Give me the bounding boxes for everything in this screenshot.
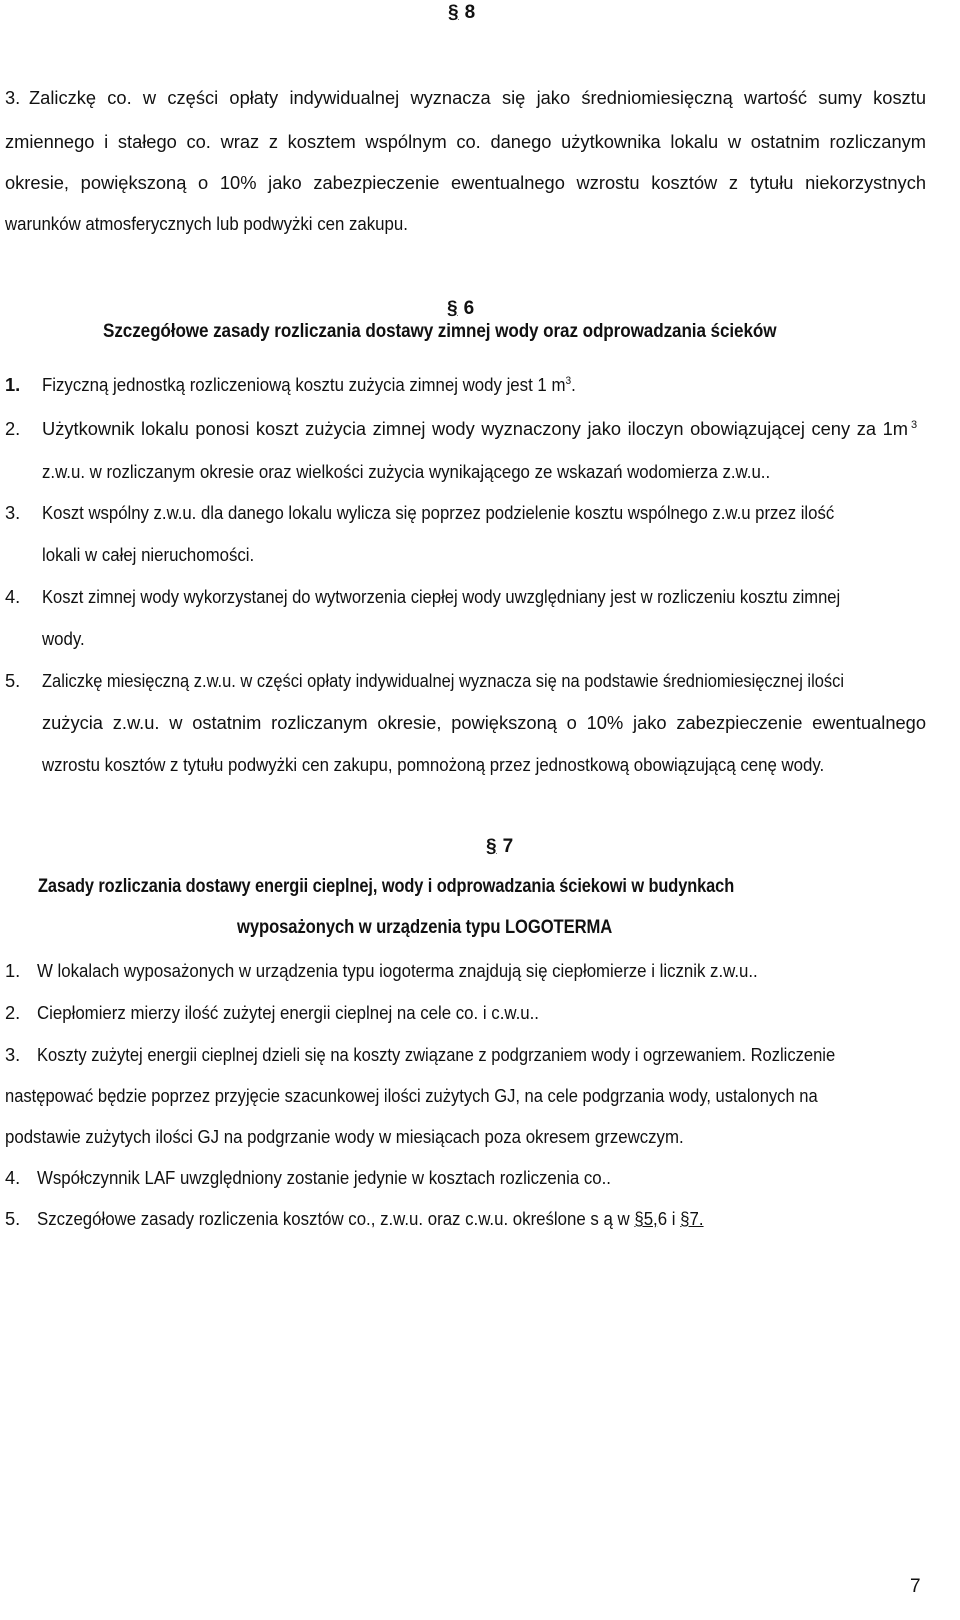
list-item-text: Szczegółowe zasady rozliczenia kosztów co., z.w.u. oraz c.w.u. określone s ą w §5,6 i §7. xyxy=(37,1208,704,1229)
section-number: 8 xyxy=(464,2,476,23)
section-8-heading xyxy=(448,2,475,24)
list-item-text: podstawie zużytych ilości GJ na podgrzanie wody w miesiącach poza okresem grzewczym. xyxy=(5,1126,684,1147)
list-item-text: lokali w całej nieruchomości. xyxy=(42,544,255,565)
paragraph-sign: § xyxy=(448,2,459,23)
list-item-text: Koszt wspólny z.w.u. dla danego lokalu wylicza się poprzez podzielenie kosztu wspólnego z.w.u przez ilość xyxy=(42,502,835,523)
list-item-text: Zaliczkę miesięczną z.w.u. w części opłaty indywidualnej wyznacza się na podstawie średniomiesięcznej ilości xyxy=(42,670,844,691)
page-number: 7 xyxy=(910,1576,921,1597)
item-number: 5. xyxy=(5,1208,21,1229)
item-number: 2. xyxy=(5,418,21,439)
paragraph-sign: § xyxy=(486,836,497,857)
item-number: 3. xyxy=(5,502,21,523)
section-7-title: Zasady rozliczania dostawy energii cieplnej, wody i odprowadzania ściekowi w budynkach xyxy=(38,876,735,897)
list-item-text: Użytkownik lokalu ponosi koszt zużycia zimnej wody wyznaczony jako iloczyn obowiązującej ceny za 1m xyxy=(42,418,908,439)
list-item-text: W lokalach wyposażonych w urządzenia typu iogoterma znajdują się ciepłomierze i licznik z.w.u.. xyxy=(37,960,758,981)
paragraph-line: Zaliczkę co. w części opłaty indywidualnej wyznacza się jako średniomiesięczną wartość sumy kosztu xyxy=(29,87,926,108)
list-item-text: Koszt zimnej wody wykorzystanej do wytworzenia ciepłej wody uwzględniany jest w rozliczeniu kosztu zimnej xyxy=(42,586,841,607)
section-6-heading xyxy=(447,298,474,320)
paragraph-line: warunków atmosferycznych lub podwyżki cen zakupu. xyxy=(5,213,408,234)
list-item-text: wody. xyxy=(42,628,85,649)
item-number: 4. xyxy=(5,586,21,607)
list-item-text: z.w.u. w rozliczanym okresie oraz wielkości zużycia wynikającego ze wskazań wodomierza z.w.u.. xyxy=(42,461,771,482)
item-number: 1. xyxy=(5,374,21,395)
item-number: 4. xyxy=(5,1167,21,1188)
paragraph-line: okresie, powiększoną o 10% jako zabezpieczenie ewentualnego wzrostu kosztów z tytułu niekorzystnych xyxy=(5,172,926,193)
document-page: § 8 3. Zaliczkę co. w części opłaty indywidualnej wyznacza się jako średniomiesięczną wartość sumy kosztu zmiennego i stałego co. wraz z kosztem wspólnym co. danego użytkownika lokalu w ostatnim rozliczanym okresie, powiększoną o 10% jako zabezpieczenie ewentualnego wzrostu kosztów z tytułu niekorzystnych warunków atmosferycznych lub podwyżki cen zakupu. § 6 Szczegółowe zasady rozliczania dostawy zimnej wody oraz odprowadzania ścieków 1. Fizyczną jednostką rozliczeniową kosztu zużycia zimnej wody jest 1 $m^3$. 2. Użytkownik lokalu ponosi koszt zużycia zimnej wody wyznaczony jako iloczyn obowiązującej ceny za 1m 3 z.w.u. w rozliczanym okresie oraz wielkości zużycia wynikającego ze wskazań wodomierza z.w.u.. 3. Koszt wspólny z.w.u. dla danego lokalu wylicza się poprzez podzielenie kosztu wspólnego z.w.u przez ilość lokali w całej nieruchomości. 4. Koszt zimnej wody wykorzystanej do wytworzenia ciepłej wody uwzględniany jest w rozliczeniu kosztu zimnej wody. 5. Zaliczkę miesięczną z.w.u. w części opłaty indywidualnej wyznacza się na podstawie średniomiesięcznej ilości zużycia z.w.u. w ostatnim rozliczanym okresie, powiększoną o 10% jako zabezpieczenie ewentualnego wzrostu kosztów z tytułu podwyżki cen zakupu, pomnożoną przez jednostkową obowiązującą cenę wody. § 7 Zasady rozliczania dostawy energii cieplnej, wody i odprowadzania ściekowi w budynkach wyposażonych w urządzenia typu LOGOTERMA 1. W lokalach wyposażonych w urządzenia typu iogoterma znajdują się ciepłomierze i licznik z.w.u.. 2. Ciepłomierz mierzy ilość zużytej energii cieplnej na cele co. i c.w.u.. 3. Koszty zużytej energii cieplnej dzieli się na koszty związane z podgrzaniem wody i ogrzewaniem. Rozliczenie następować będzie poprzez przyjęcie szacunkowej ilości zużytych GJ, na cele podgrzania wody, ustalonych na podstawie zużytych ilości GJ na podgrzanie wody w miesiącach poza okresem grzewczym. 4. Współczynnik LAF uwzględniony zostanie jedynie w kosztach rozliczenia co.. 5. Szczegółowe zasady rozliczenia kosztów co., z.w.u. oraz c.w.u. określone s ą w §5,6 i §7. 7 xyxy=(5,2,926,1597)
list-item-text: Fizyczną jednostką rozliczeniową kosztu zużycia zimnej wody jest 1 $m^3$. xyxy=(42,374,576,395)
list-item-text: Koszty zużytej energii cieplnej dzieli się na koszty związane z podgrzaniem wody i ogrzewaniem. Rozliczenie xyxy=(37,1044,836,1065)
section-7-heading xyxy=(486,836,513,858)
item-number: 2. xyxy=(5,1002,21,1023)
list-item-text: zużycia z.w.u. w ostatnim rozliczanym okresie, powiększoną o 10% jako zabezpieczenie ewentualnego xyxy=(42,712,926,733)
list-item-text: Współczynnik LAF uwzględniony zostanie jedynie w kosztach rozliczenia co.. xyxy=(37,1167,611,1188)
list-item-text: wzrostu kosztów z tytułu podwyżki cen zakupu, pomnożoną przez jednostkową obowiązującą cenę wody. xyxy=(42,754,825,775)
list-item-text: następować będzie poprzez przyjęcie szacunkowej ilości zużytych GJ, na cele podgrzania wody, ustalonych na xyxy=(5,1085,818,1106)
section-number: 7 xyxy=(502,836,514,857)
section-6-title: Szczegółowe zasady rozliczania dostawy zimnej wody oraz odprowadzania ścieków xyxy=(103,321,777,342)
section-reference: §7. xyxy=(680,1208,704,1229)
item-number: 5. xyxy=(5,670,21,691)
paragraph-line: zmiennego i stałego co. wraz z kosztem wspólnym co. danego użytkownika lokalu w ostatnim rozliczanym xyxy=(5,131,926,152)
item-number: 3. xyxy=(5,1044,21,1065)
item-number: 1. xyxy=(5,960,21,981)
section-7-title: wyposażonych w urządzenia typu LOGOTERMA xyxy=(237,917,613,938)
section-number: 6 xyxy=(463,298,475,319)
paragraph-sign: § xyxy=(447,298,458,319)
section-reference: §5, xyxy=(634,1208,658,1229)
item-number: 3. xyxy=(5,87,21,108)
list-item-text: Ciepłomierz mierzy ilość zużytej energii cieplnej na cele co. i c.w.u.. xyxy=(37,1002,539,1023)
